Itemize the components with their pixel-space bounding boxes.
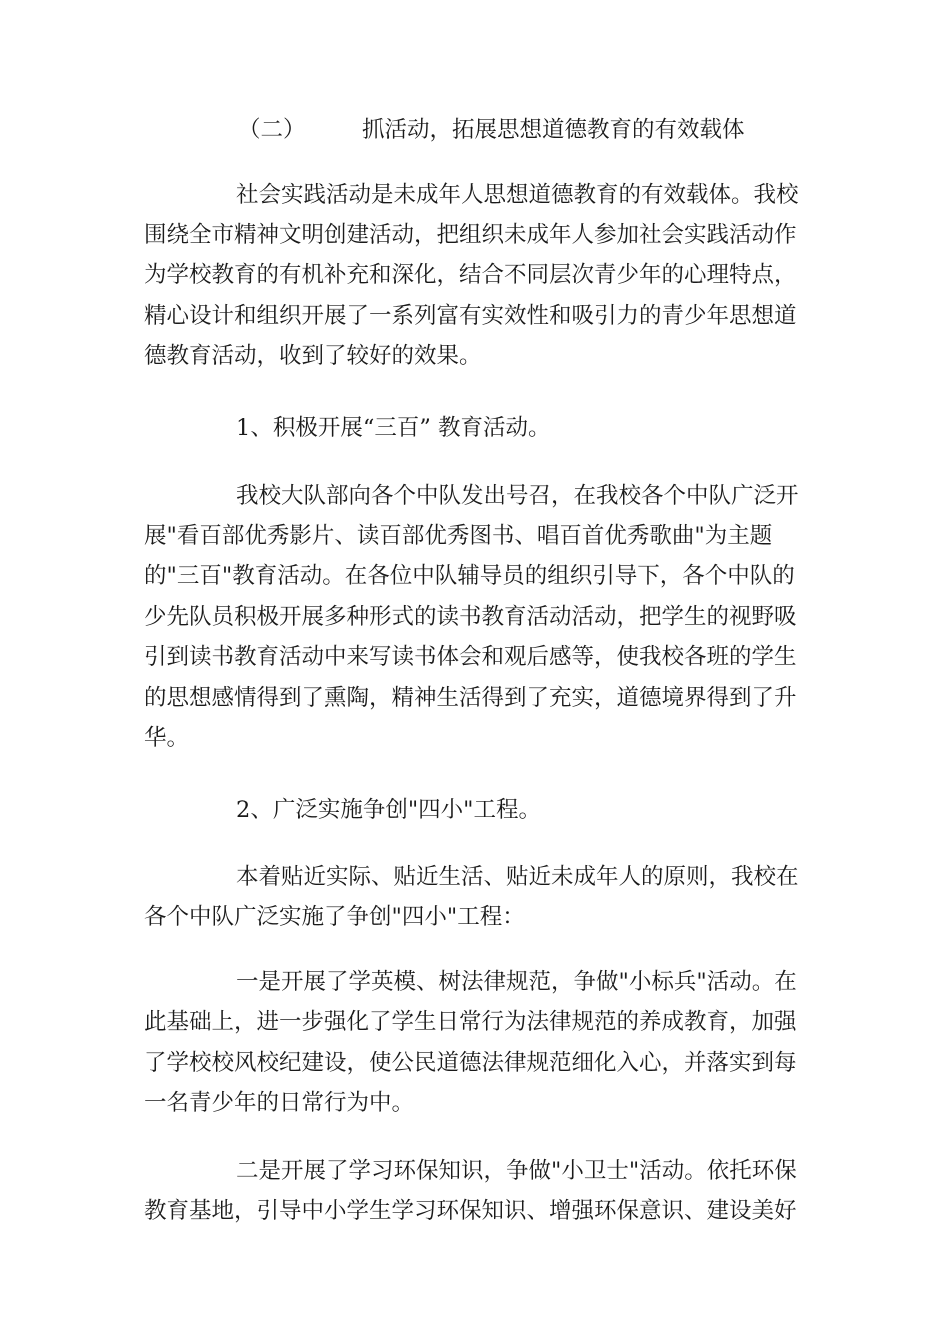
paragraph-line: 的思想感情得到了熏陶，精神生活得到了充实，道德境界得到了升 bbox=[144, 685, 797, 711]
paragraph-line: 社会实践活动是未成年人思想道德教育的有效载体。我校 bbox=[236, 182, 799, 208]
section-number: （二） bbox=[238, 117, 306, 143]
paragraph-line: 引到读书教育活动中来写读书体会和观后感等，使我校各班的学生 bbox=[144, 644, 797, 670]
section-title: 抓活动，拓展思想道德教育的有效载体 bbox=[362, 117, 745, 143]
paragraph-line: 少先队员积极开展多种形式的读书教育活动活动，把学生的视野吸 bbox=[144, 604, 797, 630]
paragraph-line: 华。 bbox=[144, 725, 190, 751]
paragraph-line: 围绕全市精神文明创建活动，把组织未成年人参加社会实践活动作 bbox=[144, 222, 797, 248]
paragraph-line: 各个中队广泛实施了争创"四小"工程： bbox=[144, 904, 525, 930]
paragraph-line: 二是开展了学习环保知识，争做"小卫士"活动。依托环保 bbox=[236, 1158, 797, 1184]
paragraph-line: 此基础上，进一步强化了学生日常行为法律规范的养成教育，加强 bbox=[144, 1009, 797, 1035]
paragraph-line: 了学校校风校纪建设，使公民道德法律规范细化入心，并落实到每 bbox=[144, 1050, 797, 1076]
paragraph-line: 为学校教育的有机补充和深化，结合不同层次青少年的心理特点， bbox=[144, 262, 797, 288]
paragraph-line: 精心设计和组织开展了一系列富有实效性和吸引力的青少年思想道 bbox=[144, 303, 797, 329]
paragraph-line: 本着贴近实际、贴近生活、贴近未成年人的原则，我校在 bbox=[236, 864, 799, 890]
paragraph-line: 展"看百部优秀影片、读百部优秀图书、唱百首优秀歌曲"为主题 bbox=[144, 523, 773, 549]
paragraph-line: 德教育活动，收到了较好的效果。 bbox=[144, 343, 482, 369]
subheading: 1、积极开展“三百” 教育活动。 bbox=[236, 415, 551, 441]
subheading: 2、广泛实施争创"四小"工程。 bbox=[236, 797, 542, 823]
paragraph-line: 一是开展了学英模、树法律规范，争做"小标兵"活动。在 bbox=[236, 969, 797, 995]
paragraph-line: 一名青少年的日常行为中。 bbox=[144, 1090, 415, 1116]
paragraph-line: 的"三百"教育活动。在各位中队辅导员的组织引导下，各个中队的 bbox=[144, 563, 795, 589]
paragraph-line: 我校大队部向各个中队发出号召，在我校各个中队广泛开 bbox=[236, 483, 799, 509]
paragraph-line: 教育基地，引导中小学生学习环保知识、增强环保意识、建设美好 bbox=[144, 1198, 797, 1224]
